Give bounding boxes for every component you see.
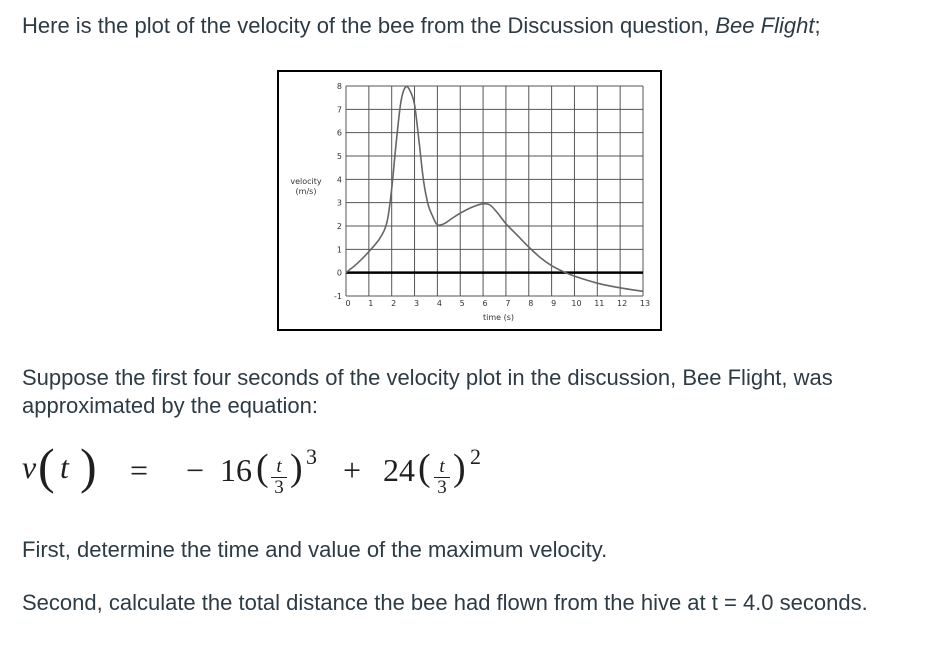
equation-coef-2: 24 xyxy=(383,452,415,488)
intro-title: Bee Flight xyxy=(715,13,815,38)
equation-minus: − xyxy=(186,452,205,488)
equation-paren-open-1: ( xyxy=(256,447,269,489)
velocity-chart xyxy=(279,72,660,329)
y-tick-label: 8 xyxy=(336,82,342,91)
equation-coef-1: 16 xyxy=(220,452,252,488)
equation-equals: = xyxy=(130,452,149,488)
x-tick-label: 8 xyxy=(528,299,534,308)
paragraph-question-2: Second, calculate the total distance the bee had flown from the hive at t = 4.0 seconds. xyxy=(22,590,868,615)
equation-lhs-var: v xyxy=(22,449,37,485)
y-tick-label: 3 xyxy=(336,198,342,208)
x-tick-label: 0 xyxy=(345,299,351,308)
paragraph-question-1: First, determine the time and value of the maximum velocity. xyxy=(22,537,608,562)
fraction-numerator: t xyxy=(276,456,282,477)
equation-exponent-1: 3 xyxy=(306,444,317,469)
y-tick-label: 1 xyxy=(336,245,342,255)
fraction-denominator: 3 xyxy=(274,477,284,498)
y-tick-label: 0 xyxy=(336,268,342,278)
x-tick-label: 6 xyxy=(482,299,488,308)
x-tick-label: 7 xyxy=(505,299,511,308)
x-tick-label: 11 xyxy=(594,299,605,308)
paragraph-equation-intro: Suppose the first four seconds of the velocity plot in the discussion, Bee Flight, was approximated by the equation: xyxy=(22,365,833,418)
x-tick-label: 4 xyxy=(436,299,442,308)
x-tick-label: 13 xyxy=(639,299,651,308)
x-axis-label: time (s) xyxy=(482,313,515,322)
equation-exponent-2: 2 xyxy=(470,444,481,469)
equation-fraction-1 xyxy=(271,458,287,497)
equation-open-paren: ( xyxy=(38,438,55,494)
x-tick-label: 12 xyxy=(617,299,628,308)
x-tick-label: 2 xyxy=(391,299,397,308)
equation-plus: + xyxy=(343,452,362,488)
equation-close-paren: ) xyxy=(80,438,97,494)
equation-paren-close-1: ) xyxy=(290,447,303,489)
equation-fraction-2 xyxy=(434,458,450,497)
velocity-plot-figure xyxy=(277,70,662,331)
x-tick-label: 3 xyxy=(413,299,420,308)
intro-text: Here is the plot of the velocity of the bee from the Discussion question, xyxy=(22,13,716,38)
x-tick-label: 10 xyxy=(571,299,582,308)
fraction-denominator: 3 xyxy=(437,477,447,498)
x-tick-label: 5 xyxy=(459,299,465,308)
y-tick-label: 4 xyxy=(336,175,342,185)
y-tick-label: 2 xyxy=(336,222,342,231)
y-axis-label-line1: velocity xyxy=(290,177,322,186)
x-tick-label: 1 xyxy=(368,299,374,308)
y-tick-label: 5 xyxy=(336,152,342,161)
y-axis-label-line2: (m/s) xyxy=(295,187,317,196)
y-tick-label: 7 xyxy=(336,105,342,115)
x-tick-label: 9 xyxy=(551,299,557,308)
fraction-numerator: t xyxy=(439,456,445,477)
y-tick-label: -1 xyxy=(334,292,342,301)
y-tick-label: 6 xyxy=(336,128,342,138)
intro-paragraph xyxy=(22,12,821,40)
velocity-equation xyxy=(18,440,578,508)
velocity-series-line xyxy=(346,86,643,291)
intro-suffix: ; xyxy=(814,13,821,38)
equation-paren-open-2: ( xyxy=(418,447,431,489)
equation-lhs-arg: t xyxy=(60,449,69,485)
equation-paren-close-2: ) xyxy=(453,447,466,489)
